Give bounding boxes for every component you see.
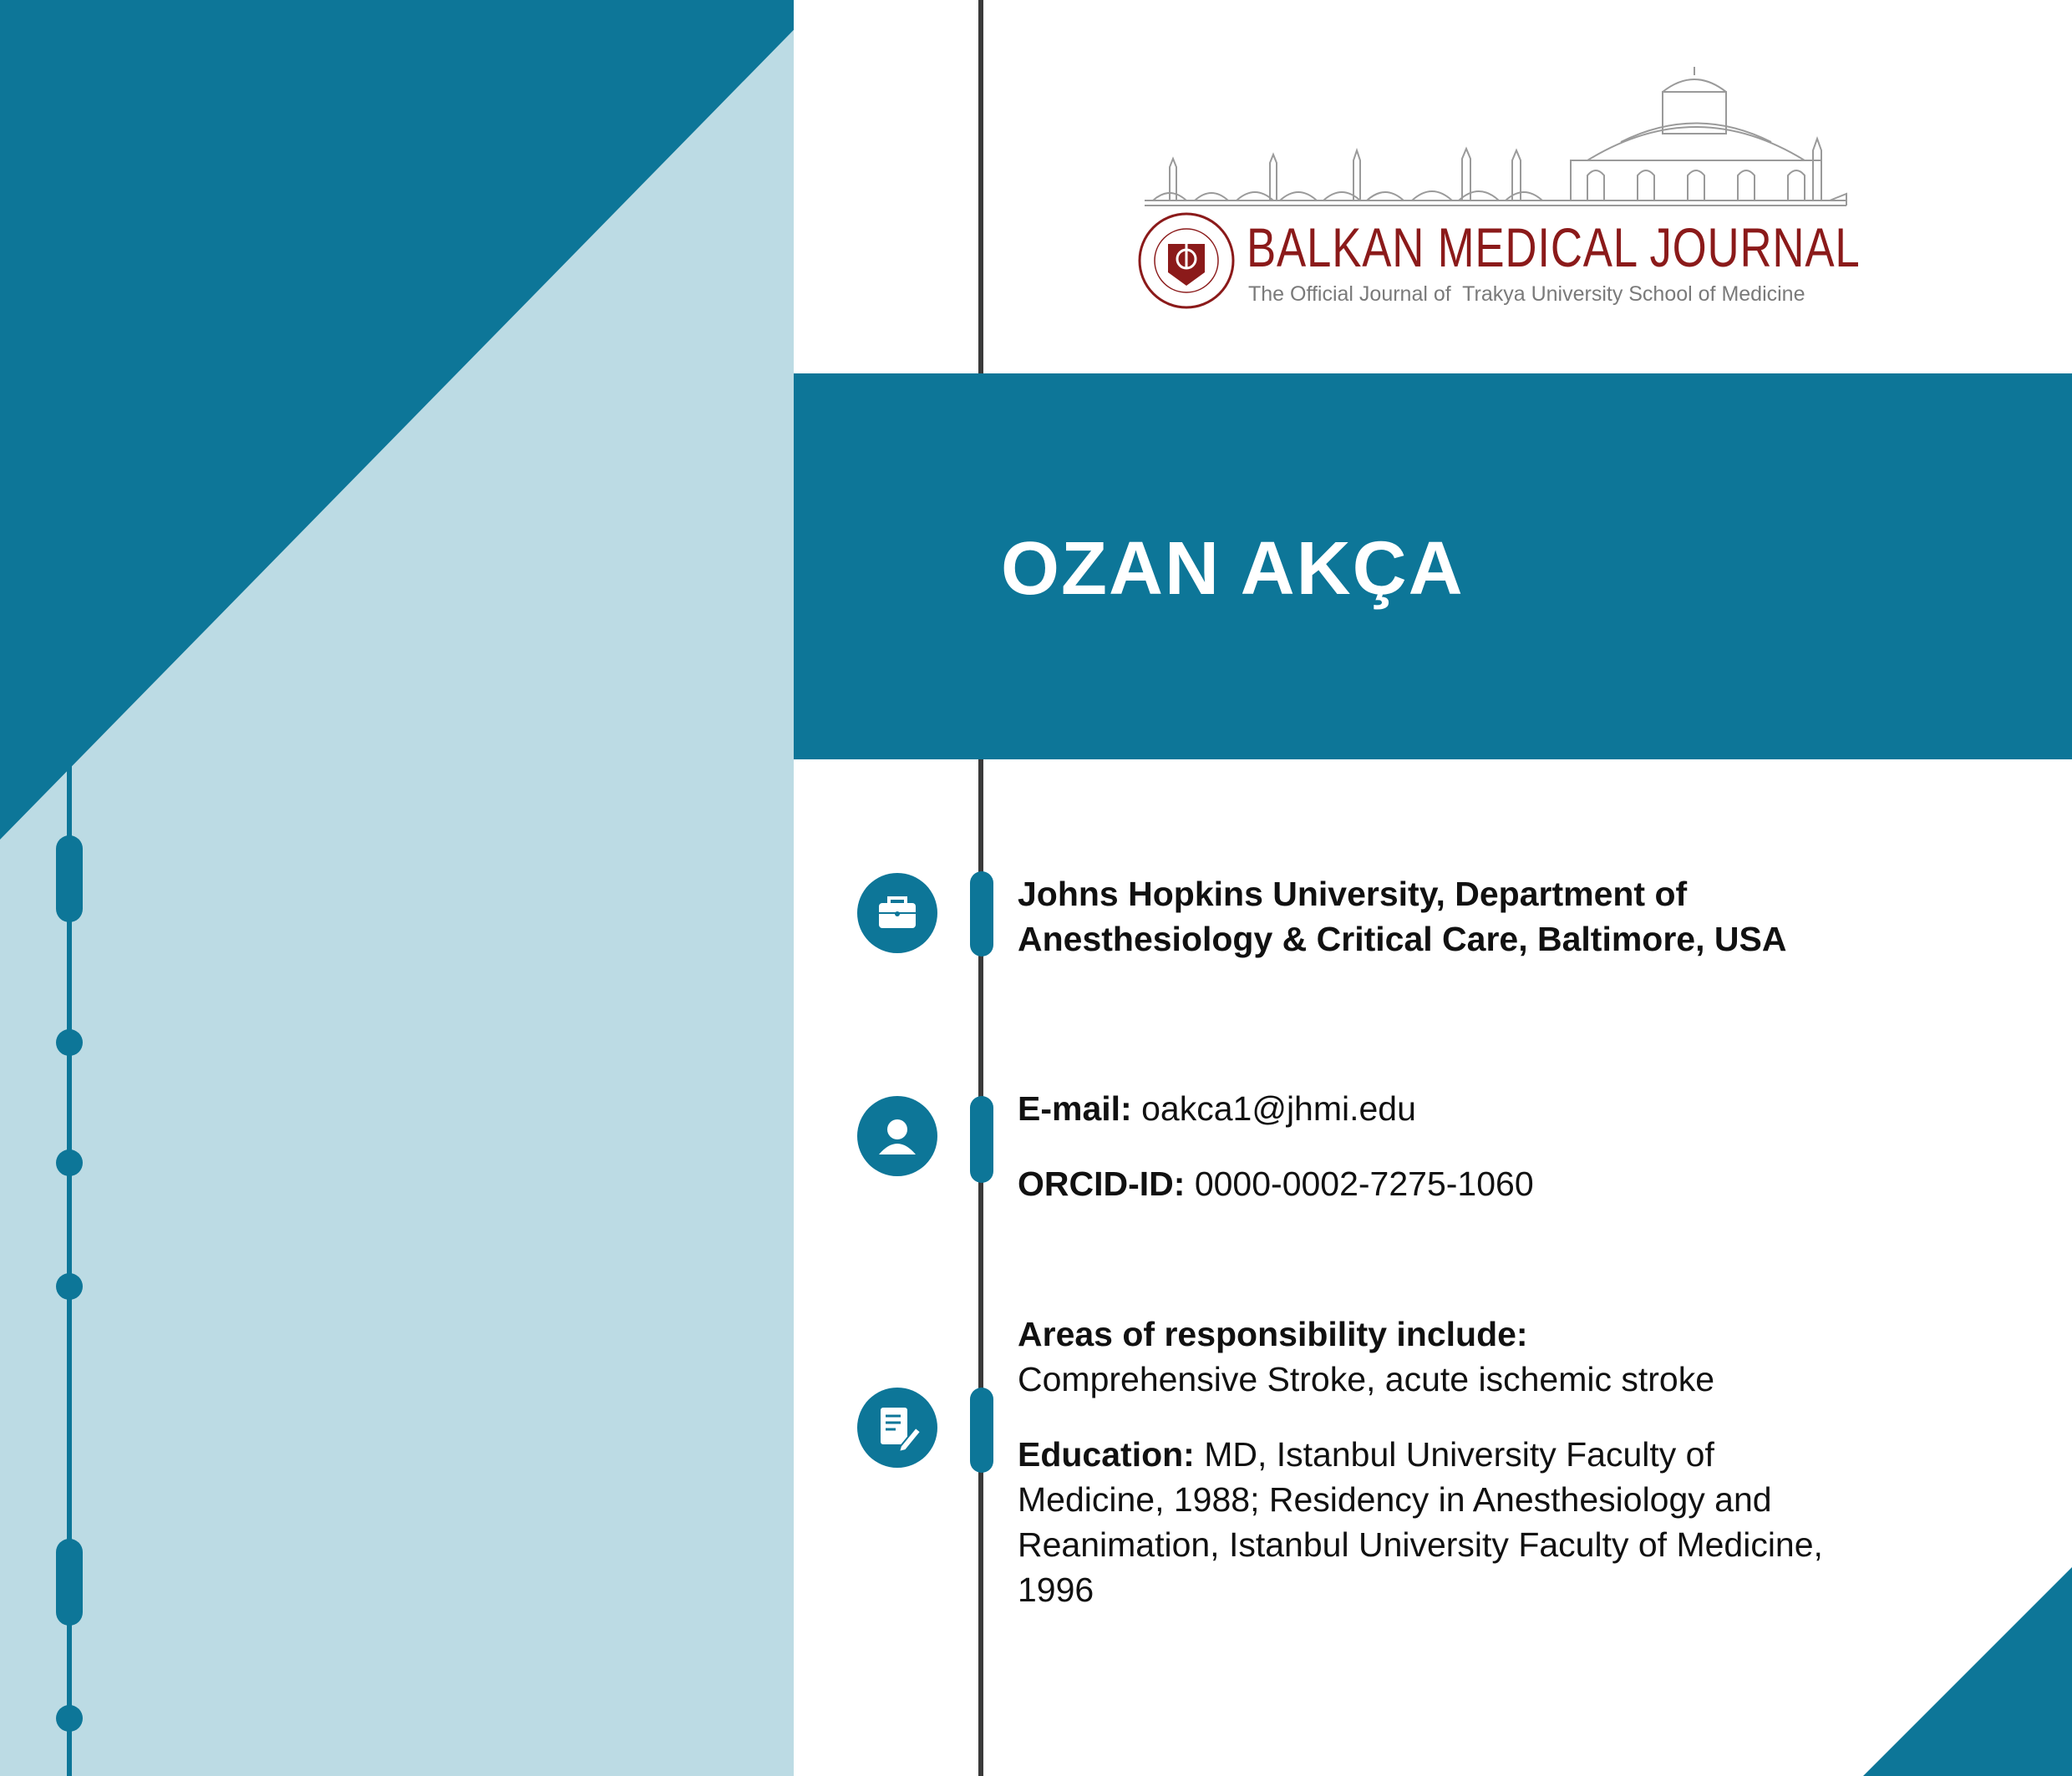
contact-marker [970, 1096, 993, 1183]
left-decorative-panel [0, 0, 794, 1776]
orcid-label: ORCID-ID: [1018, 1165, 1186, 1203]
user-icon [857, 1096, 937, 1176]
education-row [1018, 1432, 1861, 1612]
responsibility-value: Comprehensive Stroke, acute ischemic stroke [1018, 1360, 1715, 1398]
building-skyline-icon [1136, 67, 1855, 209]
journal-logo [1136, 67, 1861, 317]
journal-subtitle: The Official Journal of Trakya University School of Medicine [1248, 282, 1805, 306]
affiliation-text [1018, 871, 1920, 962]
orcid-row [1018, 1161, 1920, 1206]
details-marker [970, 1388, 993, 1473]
journal-title: BALKAN MEDICAL JOURNAL [1247, 216, 1861, 278]
details-block [1018, 1312, 1920, 1612]
contact-block [1018, 1086, 1920, 1206]
person-name: OZAN AKÇA [1001, 527, 1465, 611]
document-edit-icon [857, 1388, 937, 1468]
briefcase-icon [857, 873, 937, 953]
email-label: E-mail: [1018, 1089, 1132, 1128]
email-value[interactable]: oakca1@jhmi.edu [1141, 1089, 1416, 1128]
affiliation-line-2: Anesthesiology & Critical Care, Baltimore, USA [1018, 920, 1787, 958]
affiliation-line-1: Johns Hopkins University, Department of [1018, 875, 1688, 913]
education-value: MD, Istanbul University Faculty of Medicine, 1988; Residency in Anesthesiology and Reanimation, Istanbul University Faculty of Medicine, 1996 [1018, 1435, 1823, 1609]
email-row [1018, 1086, 1920, 1131]
responsibility-label: Areas of responsibility include: [1018, 1315, 1528, 1353]
education-label: Education: [1018, 1435, 1195, 1474]
journal-seal-icon [1136, 211, 1237, 311]
orcid-value: 0000-0002-7275-1060 [1194, 1165, 1534, 1203]
affiliation-marker [970, 871, 993, 957]
corner-decoration [1863, 1567, 2072, 1776]
